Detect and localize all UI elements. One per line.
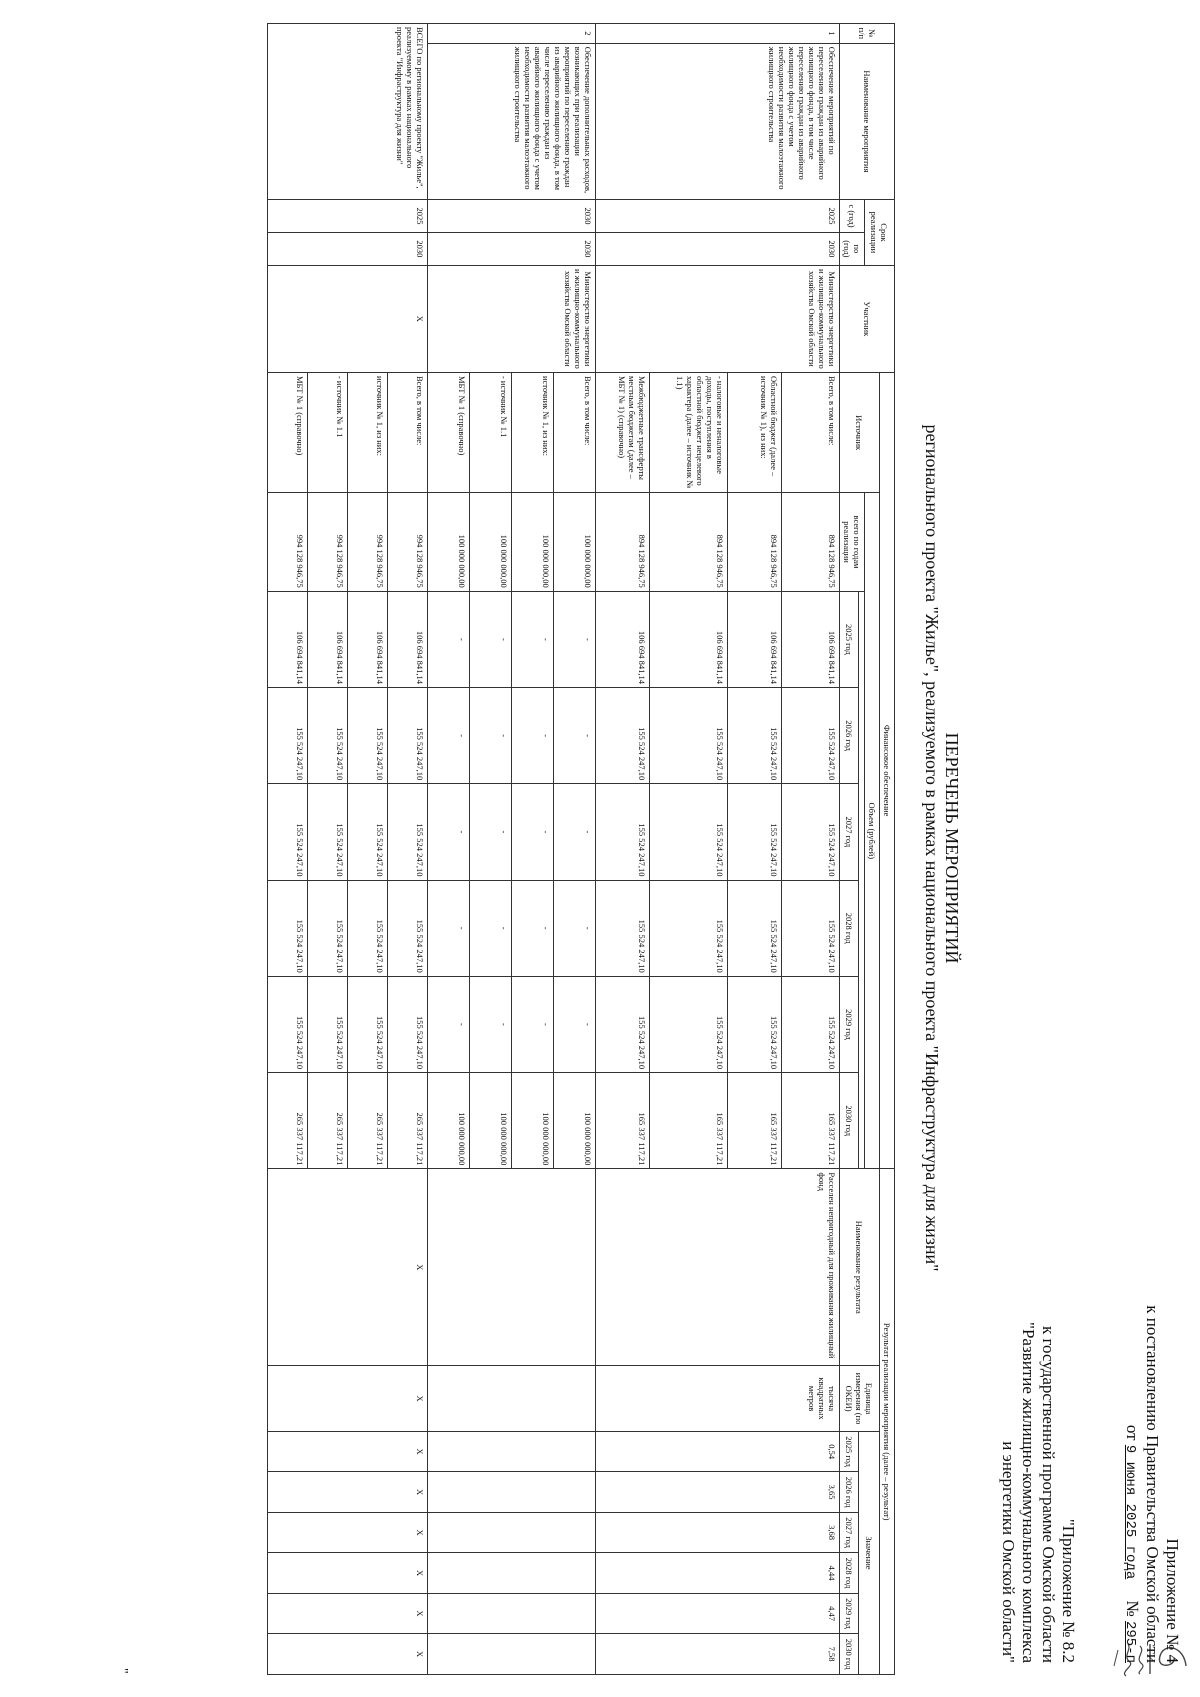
col-2030-header: 2030 год [840,1073,859,1169]
cell: 155 524 247,10 [596,880,650,976]
col-years-spacer [858,591,864,1169]
cell: 155 524 247,10 [348,688,388,784]
cell: 2025 [268,200,428,233]
date-value: 9 июня 2025 года [1122,1444,1138,1580]
col-number-header: № п/п [840,24,895,44]
cell: 155 524 247,10 [268,880,308,976]
cell: 155 524 247,10 [268,688,308,784]
col-participant-header: Участник [840,265,895,372]
cell: 106 694 841,14 [596,591,650,687]
val-2027-header: 2027 год [840,1512,859,1552]
val-2028-header: 2028 год [840,1553,859,1593]
cell: 1 [596,24,840,44]
rotated-document-sheet [12,8,1190,1688]
cell: 155 524 247,10 [268,784,308,880]
cell: 894 128 946,75 [596,493,650,591]
cell: - [470,591,512,687]
closing-quote: " [115,1668,130,1674]
resolution-label: к постановлению Правительства Омской области [1143,1305,1162,1663]
cell: 155 524 247,10 [782,688,840,784]
cell: 100 000 000,00 [470,1073,512,1169]
cell: 894 128 946,75 [782,493,840,591]
cell: 265 337 117,21 [348,1073,388,1169]
cell: 155 524 247,10 [388,688,428,784]
cell: - источник № 1.1 [308,372,348,492]
cell: 4,44 [596,1553,840,1593]
cell: Обеспечение дополнительных расходов, возникающих при реализации мероприятий по переселению граждан из аварийного жилищного фонда, в том числе переселению граждан из аварийного жилищного фонда с учетом необходимости развития малоэтажного жилищного строительства [428,43,596,199]
col-2027-header: 2027 год [840,784,859,880]
cell: 155 524 247,10 [308,976,348,1072]
cell: - [512,784,554,880]
date-prefix: от [1123,1424,1142,1441]
program-title-2: и энергетики Омской области" [999,1441,1018,1663]
cell: 100 000 000,00 [554,493,596,591]
cell: 165 337 117,21 [782,1073,840,1169]
cell: X [268,1366,428,1432]
cell: Межбюджетные трансферты местным бюджетам (далее – МБТ № 1) (справочно) [596,372,650,492]
cell: 155 524 247,10 [388,880,428,976]
cell: источник № 1, из них: [348,372,388,492]
cell: 265 337 117,21 [308,1073,348,1169]
cell: - [512,880,554,976]
program-label: к государственной программе Омской области [1039,1326,1058,1663]
cell: - [470,880,512,976]
val-2025-header: 2025 год [840,1431,859,1471]
program-title-1: "Развитие жилищно-коммунального комплекса [1019,1322,1038,1663]
cell: Всего, в том числе: [782,372,840,492]
cell: тысяча квадратных метров [596,1366,840,1432]
cell: - [512,591,554,687]
table-row [388,24,428,1675]
cell: Обеспечение мероприятий по переселению граждан из аварийного жилищного фонда, в том числе переселению граждан из аварийного жилищного фонда с учетом необходимости развития малоэтажного жилищного строительства [596,43,840,199]
cell: 155 524 247,10 [782,784,840,880]
cell: 100 000 000,00 [428,1073,470,1169]
cell: - налоговые и неналоговые доходы, поступления в областной бюджет нецелевого характера (далее – источник № 1.1) [650,372,728,492]
cell: X [268,1431,428,1471]
cell: - [428,784,470,880]
cell: - [554,880,596,976]
cell: - [554,784,596,880]
cell: Министерство энергетики и жилищно-коммунального хозяйства Омской области [428,265,596,372]
val-2026-header: 2026 год [840,1472,859,1512]
cell: МБТ № 1 (справочно) [268,372,308,492]
program-appendix-block [998,1143,1078,1663]
cell: 155 524 247,10 [650,976,728,1072]
cell: источник № 1, из них: [512,372,554,492]
cell: - [554,591,596,687]
cell [428,1553,596,1593]
cell: 106 694 841,14 [782,591,840,687]
cell [428,1431,596,1471]
cell: 7,58 [596,1634,840,1675]
cell: - [428,591,470,687]
cell: 155 524 247,10 [348,880,388,976]
cell: 155 524 247,10 [308,784,348,880]
cell: X [268,1512,428,1552]
cell: 155 524 247,10 [650,688,728,784]
col-volume-header: Объем (рублей) [865,493,880,1169]
cell: - [470,784,512,880]
cell: 155 524 247,10 [268,976,308,1072]
cell: 2030 [428,200,596,233]
col-result-header: Результат реализации мероприятия (далее – результат) [880,1169,895,1675]
cell: МБТ № 1 (справочно) [428,372,470,492]
cell: 2030 [596,232,840,265]
col-2026-header: 2026 год [840,688,859,784]
cell: Всего, в том числе: [388,372,428,492]
cell: 155 524 247,10 [650,880,728,976]
col-term-header: Срок реализации [865,200,895,266]
cell: 155 524 247,10 [348,784,388,880]
cell: 155 524 247,10 [650,784,728,880]
cell: 155 524 247,10 [308,688,348,784]
cell: Министерство энергетики и жилищно-коммунального хозяйства Омской области [596,265,840,372]
col-unit-header: Единица измерения (по ОКЕИ) [840,1366,880,1432]
cell: - [428,880,470,976]
cell: 106 694 841,14 [268,591,308,687]
cell: - [512,688,554,784]
cell: 165 337 117,21 [596,1073,650,1169]
cell: - [554,976,596,1072]
cell: 100 000 000,00 [512,1073,554,1169]
approval-block [1120,1143,1182,1663]
col-2029-header: 2029 год [840,976,859,1072]
table-row [554,24,596,1675]
cell: 165 337 117,21 [650,1073,728,1169]
cell: 155 524 247,10 [782,976,840,1072]
number-value: 295-п [1122,1620,1138,1663]
cell: 155 524 247,10 [348,976,388,1072]
cell: 155 524 247,10 [728,688,782,784]
cell: 155 524 247,10 [596,688,650,784]
cell [428,1472,596,1512]
cell: 155 524 247,10 [728,784,782,880]
cell: 265 337 117,21 [388,1073,428,1169]
col-value-header: Значение [858,1431,879,1674]
cell: 994 128 946,75 [348,493,388,591]
col-total-header: всего по годам реализации [840,493,865,591]
cell: 3,68 [596,1512,840,1552]
cell: 0,54 [596,1431,840,1471]
cell: 155 524 247,10 [388,976,428,1072]
col-2028-header: 2028 год [840,880,859,976]
document-title [922,8,962,1688]
cell [428,1366,596,1432]
col-finance-header: Финансовое обеспечение [880,372,895,1168]
cell: - [470,976,512,1072]
cell: 994 128 946,75 [388,493,428,591]
col-2025-header: 2025 год [840,591,859,687]
cell: X [268,1593,428,1633]
cell: - [470,688,512,784]
cell: X [268,1634,428,1675]
cell: 3,65 [596,1472,840,1512]
cell: 155 524 247,10 [388,784,428,880]
cell: 106 694 841,14 [308,591,348,687]
cell: X [268,1553,428,1593]
cell: 100 000 000,00 [428,493,470,591]
title-line-1: ПЕРЕЧЕНЬ МЕРОПРИЯТИЙ [942,732,962,964]
cell: Областной бюджет (далее – источник № 1), из них: [728,372,782,492]
cell: 155 524 247,10 [728,976,782,1072]
cell: X [268,265,428,372]
cell: Всего, в том числе: [554,372,596,492]
appendix-8-2-label: "Приложение № 8.2 [1059,1518,1078,1663]
cell: 106 694 841,14 [348,591,388,687]
cell: 2 [428,24,596,44]
cell: 155 524 247,10 [782,880,840,976]
cell: - [428,688,470,784]
cell [428,1593,596,1633]
appendix-4-label: Приложение № 4 [1163,1538,1182,1663]
cell: 994 128 946,75 [268,493,308,591]
cell: 100 000 000,00 [470,493,512,591]
cell: 2030 [428,232,596,265]
cell: 2025 [596,200,840,233]
title-line-2: регионального проекта "Жилье", реализуемого в рамках национального проекта "Инфраструктура для жизни" [922,424,942,1272]
activities-table [267,23,895,1675]
cell [428,1634,596,1675]
cell: Расселен непригодный для проживания жилищный фонд [596,1169,840,1366]
val-2029-header: 2029 год [840,1593,859,1633]
cell: X [268,1169,428,1366]
col-source-header: Источник [840,372,880,492]
col-from-header: с (год) [840,200,865,233]
cell: 894 128 946,75 [650,493,728,591]
cell [428,1512,596,1552]
cell: 106 694 841,14 [388,591,428,687]
col-to-header: по (год) [840,232,865,265]
cell: 2030 [268,232,428,265]
cell: 165 337 117,21 [728,1073,782,1169]
cell: - [428,976,470,1072]
cell: - [554,688,596,784]
cell: 994 128 946,75 [308,493,348,591]
table-header-row [880,24,895,1675]
date-line [1120,1143,1142,1663]
cell: 100 000 000,00 [554,1073,596,1169]
number-sign: № [1123,1600,1142,1617]
cell: - источник № 1.1 [470,372,512,492]
table-row [782,24,840,1675]
cell: - [512,976,554,1072]
cell: 106 694 841,14 [728,591,782,687]
cell: 155 524 247,10 [308,880,348,976]
val-2030-header: 2030 год [840,1634,859,1675]
cell: X [268,1472,428,1512]
cell: 4,47 [596,1593,840,1633]
cell: 265 337 117,21 [268,1073,308,1169]
cell: 106 694 841,14 [650,591,728,687]
cell: 155 524 247,10 [596,976,650,1072]
cell: 155 524 247,10 [728,880,782,976]
cell: 100 000 000,00 [512,493,554,591]
col-name-header: Наименование мероприятия [840,43,895,199]
cell: ВСЕГО по региональному проекту "Жилье", реализуемому в рамках национального проекта "Инфраструктура для жизни" [268,24,428,200]
cell: 894 128 946,75 [728,493,782,591]
col-result-name-header: Наименование результата [840,1169,880,1366]
cell [428,1169,596,1366]
cell: 155 524 247,10 [596,784,650,880]
